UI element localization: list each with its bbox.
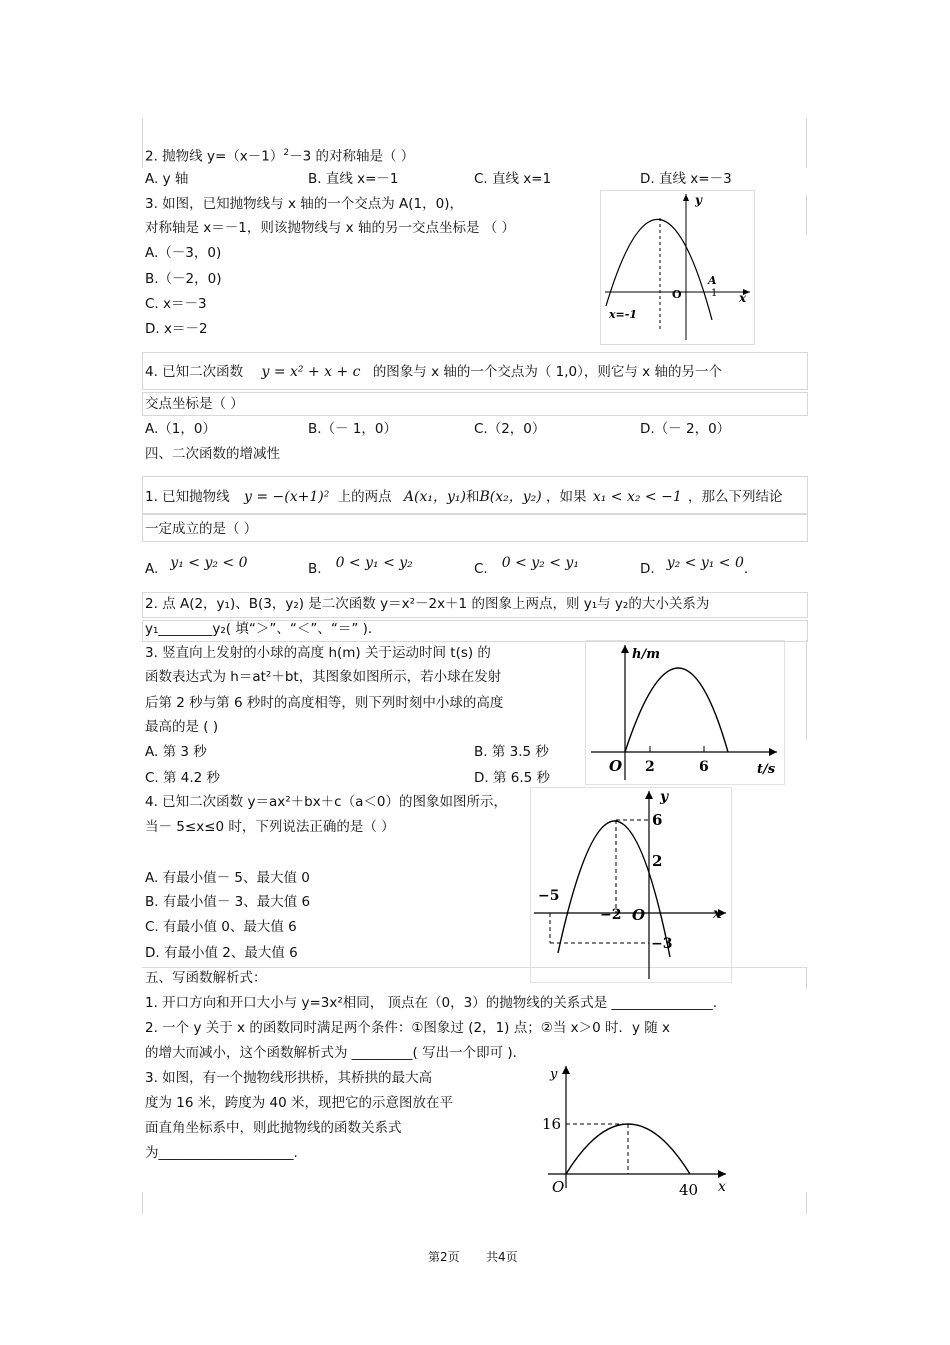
s4q1-option-c: C. 0 < y₂ < y₁ bbox=[474, 555, 579, 577]
s4q4-option-b: B. 有最小值－ 3、最大值 6 bbox=[145, 894, 311, 910]
q2-option-c: C. 直线 x=1 bbox=[474, 171, 552, 187]
s4q4-option-a: A. 有最小值－ 5、最大值 0 bbox=[145, 870, 310, 886]
q3-option-d: D. x＝－2 bbox=[145, 321, 208, 337]
q4-option-d: D.（－ 2，0） bbox=[640, 421, 731, 437]
s4q4-fig-tick-m3: −3 bbox=[651, 936, 673, 952]
s5q2-stem-line2: 的增大而减小，这个函数解析式为 _________( 写出一个即可 )． bbox=[145, 1045, 527, 1061]
q2-option-b: B. 直线 x=－1 bbox=[308, 171, 399, 187]
s4q2-stem-line1: 2. 点 A(2，y₁)、B(3，y₂) 是二次函数 y＝x²－2x＋1 的图象上两点，则 y₁与 y₂的大小关系为 bbox=[145, 596, 710, 612]
q3-figure bbox=[600, 190, 755, 345]
s5q2-stem-line1: 2. 一个 y 关于 x 的函数同时满足两个条件：①图象过 (2，1) 点；②当 x＞0 时．y 随 x bbox=[145, 1020, 671, 1036]
s5q1-stem: 1. 开口方向和开口大小与 y=3x²相同， 顶点在（0，3）的抛物线的关系式是 _______________. bbox=[145, 995, 718, 1011]
s4q3-fig-origin: O bbox=[609, 757, 623, 775]
s4q4-option-d: D. 有最小值 2、最大值 6 bbox=[145, 945, 298, 961]
s4q1-stem-line1: 1. 已知抛物线 y = −(x+1)² 上的两点 A(x₁，y₁)和B(x₂，y₂) ，如果 x₁ < x₂ < −1 ，那么下列结论 bbox=[145, 489, 783, 505]
s4q3-stem-line2: 函数表达式为 h＝at²＋bt，其图象如图所示，若小球在发射 bbox=[145, 669, 502, 685]
s4q1-option-a: A. y₁ < y₂ < 0 bbox=[145, 555, 248, 577]
s4q4-fig-y-label: y bbox=[660, 789, 669, 805]
s5q3-stem-line2: 度为 16 米，跨度为 40 米，现把它的示意图放在平 bbox=[145, 1095, 454, 1111]
s4q3-fig-tick-6: 6 bbox=[699, 759, 709, 775]
q3-option-a: A.（－3，0) bbox=[145, 245, 222, 261]
q4-option-c: C.（2，0） bbox=[474, 421, 546, 437]
s4q4-option-c: C. 有最小值 0、最大值 6 bbox=[145, 919, 297, 935]
section-4-title: 四、二次函数的增减性 bbox=[145, 446, 280, 462]
q4-formula: y = x² + x + c bbox=[261, 364, 361, 380]
q3-fig-origin: O bbox=[672, 288, 682, 301]
s4q3-option-a: A. 第 3 秒 bbox=[145, 744, 207, 760]
s4q3-option-c: C. 第 4.2 秒 bbox=[145, 770, 221, 786]
q3-option-c: C. x＝－3 bbox=[145, 296, 207, 312]
q4-option-b: B.（－ 1，0） bbox=[308, 421, 398, 437]
s4q4-stem-line1: 4. 已知二次函数 y＝ax²＋bx＋c（a＜0）的图象如图所示， bbox=[145, 794, 507, 810]
q2-stem: 2. 抛物线 $y=(x-1)^2-3$ 的对称轴是（ ） bbox=[145, 148, 415, 165]
footer-page: 第2页 bbox=[428, 1250, 460, 1264]
s5q3-figure bbox=[540, 1062, 730, 1200]
s5q3-fig-tick-16: 16 bbox=[542, 1115, 562, 1133]
q4-stem-line2: 交点坐标是（ ） bbox=[145, 396, 244, 412]
s4q3-option-b: B. 第 3.5 秒 bbox=[474, 744, 549, 760]
s5q3-stem-line3: 面直角坐标系中，则此抛物线的函数关系式 bbox=[145, 1120, 402, 1136]
s5q3-fig-y-label: y bbox=[550, 1067, 558, 1082]
q3-fig-tick-1: 1 bbox=[711, 288, 718, 299]
s4q4-fig-tick-2: 2 bbox=[652, 852, 663, 870]
q2-option-a: A. y 轴 bbox=[145, 171, 189, 187]
q3-fig-x-label: x bbox=[739, 291, 747, 305]
s4q4-fig-origin: O bbox=[632, 906, 646, 924]
s4q3-option-d: D. 第 6.5 秒 bbox=[474, 770, 551, 786]
q4-stem-line1: 4. 已知二次函数 y = x² + x + c 的图象与 x 轴的一个交点为（ 1,0），则它与 x 轴的另一个 bbox=[145, 364, 722, 380]
footer-total: 共4页 bbox=[486, 1250, 518, 1264]
s4q4-fig-tick-6: 6 bbox=[652, 811, 663, 829]
s4q4-figure bbox=[530, 787, 732, 983]
s5q3-fig-tick-40: 40 bbox=[679, 1181, 699, 1199]
s4q3-figure bbox=[585, 640, 785, 785]
s4q1-option-b: B. 0 < y₁ < y₂ bbox=[308, 555, 413, 577]
s4q3-fig-tick-2: 2 bbox=[645, 759, 655, 775]
q3-stem-line2: 对称轴是 x＝－1，则该抛物线与 x 轴的另一交点坐标是 （ ） bbox=[145, 220, 516, 236]
s4q4-stem-line2: 当－ 5≤x≤0 时，下列说法正确的是（ ） bbox=[145, 819, 395, 835]
q3-fig-axis-label: x=-1 bbox=[609, 308, 637, 321]
s4q3-stem-line3: 后第 2 秒与第 6 秒时的高度相等，则下列时刻中小球的高度 bbox=[145, 695, 504, 711]
section-5-title: 五、写函数解析式： bbox=[145, 970, 267, 986]
s4q4-fig-x-label: x bbox=[713, 906, 722, 922]
s5q3-fig-origin: O bbox=[552, 1178, 565, 1196]
s4q3-fig-y-label: h/m bbox=[632, 647, 660, 662]
s4q3-fig-x-label: t/s bbox=[757, 762, 776, 777]
q4-option-a: A.（1，0） bbox=[145, 421, 216, 437]
s4q4-fig-tick-m5: −5 bbox=[538, 888, 560, 904]
s4q4-fig-tick-m2: −2 bbox=[600, 907, 622, 923]
s4q3-stem-line4: 最高的是 ( ) bbox=[145, 719, 219, 735]
q3-fig-y-label: y bbox=[695, 193, 702, 207]
q3-fig-point-a: A bbox=[708, 274, 717, 287]
s4q1-option-d: D. y₂ < y₁ < 0. bbox=[640, 555, 749, 577]
s5q3-stem-line4: 为____________________. bbox=[145, 1145, 298, 1161]
s4q1-stem-line2: 一定成立的是（ ） bbox=[145, 521, 258, 537]
q3-option-b: B.（－2，0) bbox=[145, 271, 222, 287]
q3-stem-line1: 3. 如图，已知抛物线与 x 轴的一个交点为 A(1，0)， bbox=[145, 196, 463, 212]
q2-option-d: D. 直线 x=－3 bbox=[640, 171, 732, 187]
s5q3-stem-line1: 3. 如图，有一个抛物线形拱桥，其桥拱的最大高 bbox=[145, 1070, 433, 1086]
s4q3-stem-line1: 3. 竖直向上发射的小球的高度 h(m) 关于运动时间 t(s) 的 bbox=[145, 645, 491, 661]
s5q3-fig-x-label: x bbox=[718, 1179, 726, 1195]
s4q2-stem-line2: y₁________y₂( 填“＞”、“＜”、“＝” )． bbox=[145, 621, 382, 637]
